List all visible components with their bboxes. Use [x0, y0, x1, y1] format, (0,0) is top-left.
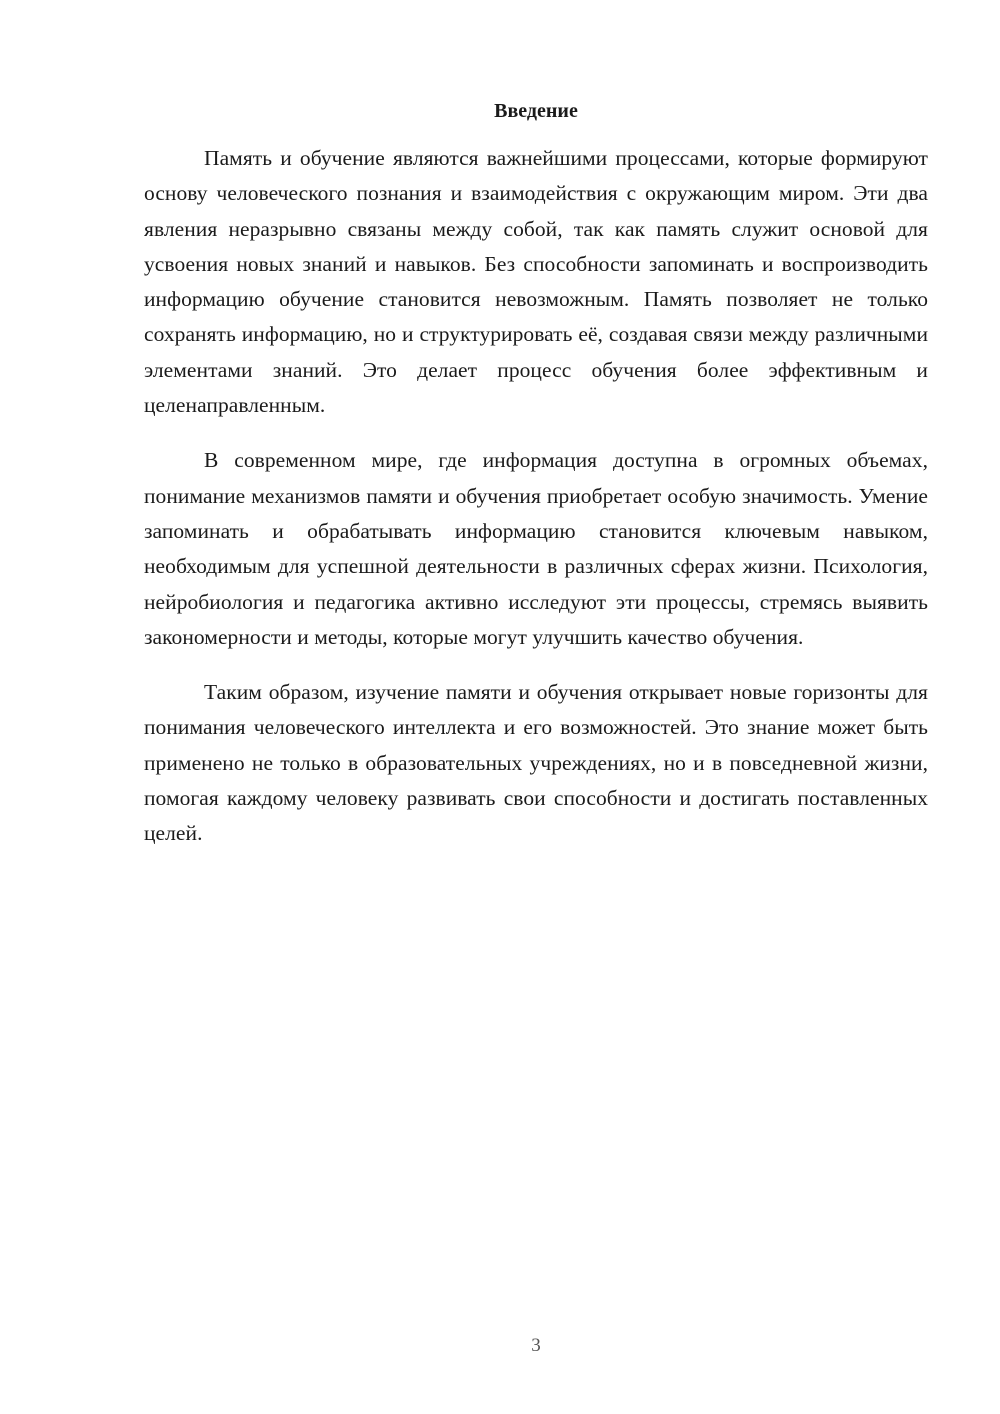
- section-heading: Введение: [494, 100, 578, 122]
- paragraph-2: В современном мире, где информация доступна в огромных объемах, понимание механизмов памяти и обучения приобретает особую значимость. Умение запоминать и обрабатывать информацию становится ключевым навыком, необходимым для успешной деятельности в различных сферах жизни. Психология, нейробиология и педагогика активно исследуют эти процессы, стремясь выявить закономерности и методы, которые могут улучшить качество обучения.: [144, 448, 928, 649]
- page-number: 3: [531, 1335, 541, 1356]
- paragraph-1: Память и обучение являются важнейшими процессами, которые формируют основу человеческого познания и взаимодействия с окружающим миром. Эти два явления неразрывно связаны между собой, так как память служит основой для усвоения новых знаний и навыков. Без способности запоминать и воспроизводить информацию обучение становится невозможным. Память позволяет не только сохранять информацию, но и структурировать её, создавая связи между различными элементами знаний. Это делает процесс обучения более эффективным и целенаправленным.: [144, 146, 928, 418]
- paragraph-3: Таким образом, изучение памяти и обучения открывает новые горизонты для понимания человеческого интеллекта и его возможностей. Это знание может быть применено не только в образовательных учреждениях, но и в повседневной жизни, помогая каждому человеку развивать свои способности и достигать поставленных целей.: [144, 680, 928, 846]
- section-body: [144, 141, 928, 872]
